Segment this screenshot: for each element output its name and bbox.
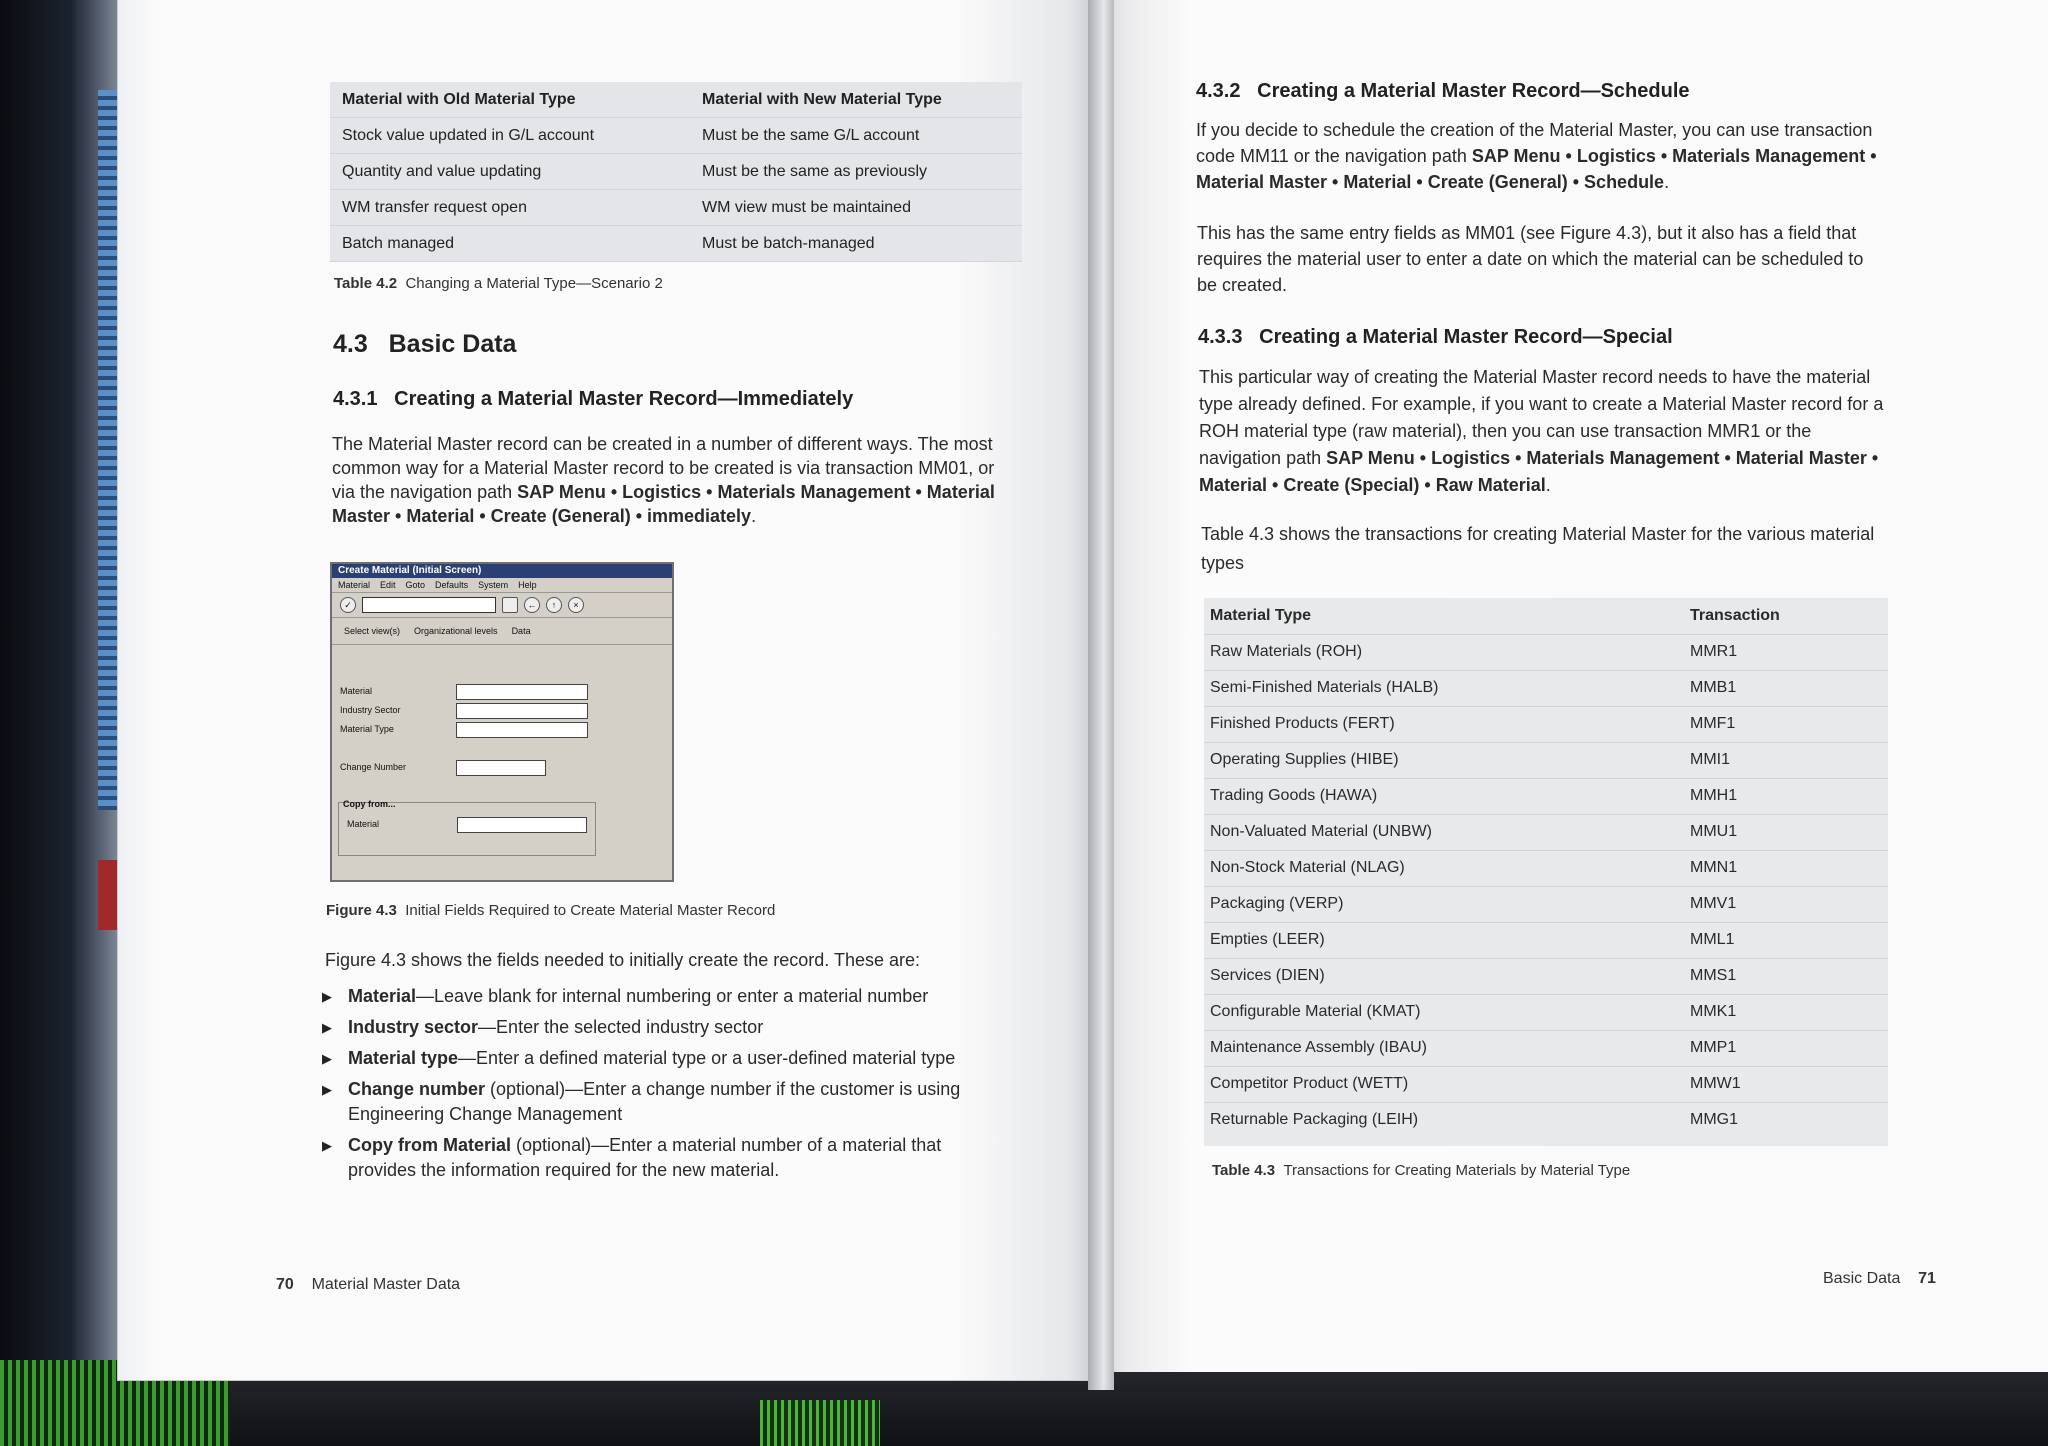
sap-screenshot <box>330 562 674 882</box>
table-header-cell: Material with Old Material Type <box>342 90 576 108</box>
section-title: Basic Data <box>388 330 517 358</box>
sap-menu-material[interactable]: Material <box>338 580 371 590</box>
list-text: —Enter the selected industry sector <box>478 1017 764 1037</box>
list-term: Change number <box>348 1079 486 1099</box>
sap-menu-defaults[interactable]: Defaults <box>435 580 469 590</box>
sap-menu-edit[interactable]: Edit <box>380 580 396 590</box>
list-qualifier: (optional) <box>485 1079 566 1099</box>
table-caption <box>1212 1162 1630 1179</box>
subsection-number: 4.3.3 <box>1198 326 1243 348</box>
caption-label: Figure 4.3 <box>326 902 397 919</box>
nav-path: SAP Menu • Logistics • Materials Management • Material Master • Material • Create (General) • Schedule <box>1196 146 1877 192</box>
table-row <box>1204 922 1888 959</box>
list-text: —Enter a defined material type or a user-defined material type <box>458 1048 956 1068</box>
intro-paragraph <box>332 432 1022 528</box>
table-cell: Finished Products (FERT) <box>1210 714 1395 732</box>
table-row <box>1204 1030 1888 1067</box>
table-cell: Trading Goods (HAWA) <box>1210 786 1378 804</box>
list-text: —Leave blank for internal numbering or enter a material number <box>416 986 929 1006</box>
subsection-title: Creating a Material Master Record—Special <box>1259 326 1673 348</box>
table-header-row <box>330 82 1022 118</box>
after-figure-paragraph: Figure 4.3 shows the fields needed to initially create the record. These are: <box>325 950 921 970</box>
table-cell: Non-Valuated Material (UNBW) <box>1210 822 1432 840</box>
sap-window-title: Create Material (Initial Screen) <box>332 564 672 578</box>
list-item <box>322 1133 1012 1183</box>
table-cell: Quantity and value updating <box>342 162 542 180</box>
table-row <box>1204 1102 1888 1138</box>
sap-app-toolbar <box>332 618 672 645</box>
table-cell: Stock value updated in G/L account <box>342 126 595 144</box>
table-cell: MML1 <box>1690 930 1735 948</box>
table-row <box>1204 814 1888 851</box>
material-input[interactable] <box>456 684 588 700</box>
nav-path: SAP Menu • Logistics • Materials Management • Material Master • Material • Create (General) • immediately <box>332 482 995 526</box>
command-field[interactable] <box>362 597 496 613</box>
section-heading <box>333 330 516 359</box>
back-icon[interactable]: ← <box>524 597 540 613</box>
subsection-number: 4.3.1 <box>333 388 378 410</box>
subsection-heading <box>333 388 853 411</box>
subsection-title: Creating a Material Master Record—Schedule <box>1257 80 1690 102</box>
table-header-cell: Material Type <box>1210 606 1312 624</box>
table-cell: Returnable Packaging (LEIH) <box>1210 1110 1419 1128</box>
table-cell: Maintenance Assembly (IBAU) <box>1210 1038 1427 1056</box>
table-cell: WM view must be maintained <box>702 198 911 216</box>
list-text: —Enter a material number of a material that provides the information required for the new material. <box>348 1135 942 1180</box>
table-cell: MMK1 <box>1690 1002 1737 1020</box>
list-item <box>322 1015 1012 1040</box>
table-header-cell: Transaction <box>1690 606 1780 624</box>
list-term: Copy from Material <box>348 1135 512 1155</box>
list-item <box>322 984 1012 1009</box>
table-row <box>1204 706 1888 743</box>
sap-menubar <box>332 578 672 592</box>
paragraph-end: . <box>1664 172 1670 192</box>
table-row <box>1204 994 1888 1031</box>
table-row <box>1204 778 1888 815</box>
table-cell: MMV1 <box>1690 894 1737 912</box>
table-row <box>1204 886 1888 923</box>
table-row <box>1204 742 1888 779</box>
table-cell: MMR1 <box>1690 642 1738 660</box>
industry-sector-select[interactable] <box>456 703 588 719</box>
table-cell: Semi-Finished Materials (HALB) <box>1210 678 1439 696</box>
table-cell: MMP1 <box>1690 1038 1737 1056</box>
book-gutter <box>1088 0 1114 1390</box>
table-row <box>1204 850 1888 887</box>
background-stripes-right <box>760 1400 880 1446</box>
paragraph-end: . <box>1545 475 1551 495</box>
subsection-number: 4.3.2 <box>1196 80 1241 102</box>
cover-accent <box>98 860 118 930</box>
table-cell: Must be the same G/L account <box>702 126 920 144</box>
running-title: Material Master Data <box>311 1276 461 1293</box>
nav-path: SAP Menu • Logistics • Materials Management • Material Master • Material • Create (Special) • Raw Material <box>1199 448 1879 495</box>
table-cell: MMU1 <box>1690 822 1738 840</box>
data-button[interactable]: Data <box>511 626 531 636</box>
table-row <box>330 118 1022 154</box>
book-cover-edge <box>0 0 118 1360</box>
cover-pattern <box>98 90 120 810</box>
field-list <box>322 984 1012 1189</box>
table-caption <box>334 275 663 292</box>
table-row <box>330 190 1022 226</box>
table-row <box>1204 670 1888 707</box>
running-title: Basic Data <box>1823 1270 1901 1287</box>
save-icon[interactable] <box>502 597 518 613</box>
table-cell: MMH1 <box>1690 786 1738 804</box>
table-row <box>1204 634 1888 671</box>
table-cell: MMF1 <box>1690 714 1736 732</box>
table-row <box>330 226 1022 262</box>
table-cell: WM transfer request open <box>342 198 527 216</box>
page-number: 71 <box>1918 1270 1936 1287</box>
paragraph-table-intro: Table 4.3 shows the transactions for creating Material Master for the various material types <box>1201 524 1875 573</box>
table-cell: MMW1 <box>1690 1074 1741 1092</box>
table-row <box>330 154 1022 190</box>
sap-menu-system[interactable]: System <box>478 580 509 590</box>
left-page-footer <box>276 1276 460 1294</box>
select-views-button[interactable]: Select view(s) <box>344 626 401 636</box>
sap-menu-goto[interactable]: Goto <box>405 580 426 590</box>
field-label-copy-material: Material <box>347 819 380 829</box>
list-term: Material <box>348 986 417 1006</box>
subsection-title: Creating a Material Master Record—Immediately <box>394 388 854 410</box>
org-levels-button[interactable]: Organizational levels <box>414 626 498 636</box>
table-cell: Services (DIEN) <box>1210 966 1325 984</box>
table-cell: Raw Materials (ROH) <box>1210 642 1363 660</box>
copy-from-label: Copy from... <box>343 799 396 809</box>
enter-icon[interactable]: ✓ <box>340 597 356 613</box>
table-4-2 <box>330 82 1022 262</box>
table-row <box>1204 1066 1888 1103</box>
exit-icon[interactable]: ↑ <box>546 597 562 613</box>
table-row <box>1204 958 1888 995</box>
list-text: —Enter a change number if the customer is using Engineering Change Management <box>348 1079 961 1124</box>
table-cell: Configurable Material (KMAT) <box>1210 1002 1421 1020</box>
list-item <box>322 1046 1012 1071</box>
field-label-change-number: Change Number <box>340 762 407 772</box>
list-qualifier: (optional) <box>511 1135 592 1155</box>
table-cell: Packaging (VERP) <box>1210 894 1344 912</box>
field-label-material-type: Material Type <box>340 724 394 734</box>
intro-text: The Material Master record can be created in a number of different ways. The most common way for a Material Master record to be created is via transaction MM01, or via the navigation path <box>332 434 995 502</box>
section-number: 4.3 <box>333 330 368 358</box>
field-label-material: Material <box>340 686 373 696</box>
page-number: 70 <box>276 1276 294 1293</box>
change-number-input[interactable] <box>456 760 546 776</box>
paragraph-schedule-detail: This has the same entry fields as MM01 (see Figure 4.3), but it also has a field that requires the material user to enter a date on which the material can be scheduled to be created. <box>1197 223 1864 295</box>
list-term: Material type <box>348 1048 459 1068</box>
table-cell: MMB1 <box>1690 678 1737 696</box>
field-label-industry-sector: Industry Sector <box>340 705 401 715</box>
paragraph-special <box>1199 364 1885 499</box>
table-cell: MMG1 <box>1690 1110 1738 1128</box>
table-cell: MMS1 <box>1690 966 1737 984</box>
caption-label: Table 4.3 <box>1212 1162 1276 1179</box>
caption-text: Initial Fields Required to Create Material Master Record <box>405 902 776 919</box>
paragraph-text: This particular way of creating the Material Master record needs to have the material type already defined. For example, if you want to create a Material Master record for a ROH material type (raw material), then you can use transaction MMR1 or the navigation path <box>1199 367 1884 468</box>
figure-caption <box>326 902 775 919</box>
sap-menu-help[interactable]: Help <box>518 580 537 590</box>
caption-text: Transactions for Creating Materials by Material Type <box>1283 1162 1631 1179</box>
copy-material-input[interactable] <box>457 817 587 833</box>
table-cell: Non-Stock Material (NLAG) <box>1210 858 1405 876</box>
list-term: Industry sector <box>348 1017 479 1037</box>
table-cell: Must be the same as previously <box>702 162 927 180</box>
subsection-heading <box>1196 80 1690 103</box>
sap-toolbar <box>332 592 672 618</box>
table-header-row <box>1204 598 1888 635</box>
table-4-3 <box>1204 598 1888 1146</box>
table-cell: MMI1 <box>1690 750 1730 768</box>
caption-text: Changing a Material Type—Scenario 2 <box>405 275 663 292</box>
copy-from-group <box>338 799 596 856</box>
caption-label: Table 4.2 <box>334 275 398 292</box>
paragraph-text: If you decide to schedule the creation of the Material Master, you can use transaction code MM11 or the navigation path <box>1196 120 1873 166</box>
table-header-cell: Material with New Material Type <box>702 90 942 108</box>
table-cell: Operating Supplies (HIBE) <box>1210 750 1399 768</box>
subsection-heading <box>1198 326 1673 349</box>
table-cell: Must be batch-managed <box>702 234 875 252</box>
table-cell: MMN1 <box>1690 858 1738 876</box>
cancel-icon[interactable]: × <box>568 597 584 613</box>
table-cell: Competitor Product (WETT) <box>1210 1074 1409 1092</box>
paragraph-schedule <box>1196 117 1880 195</box>
table-cell: Batch managed <box>342 234 455 252</box>
list-item <box>322 1077 1012 1127</box>
material-type-select[interactable] <box>456 722 588 738</box>
table-cell: Empties (LEER) <box>1210 930 1325 948</box>
intro-end: . <box>751 506 757 526</box>
right-page-footer <box>1823 1270 1936 1288</box>
